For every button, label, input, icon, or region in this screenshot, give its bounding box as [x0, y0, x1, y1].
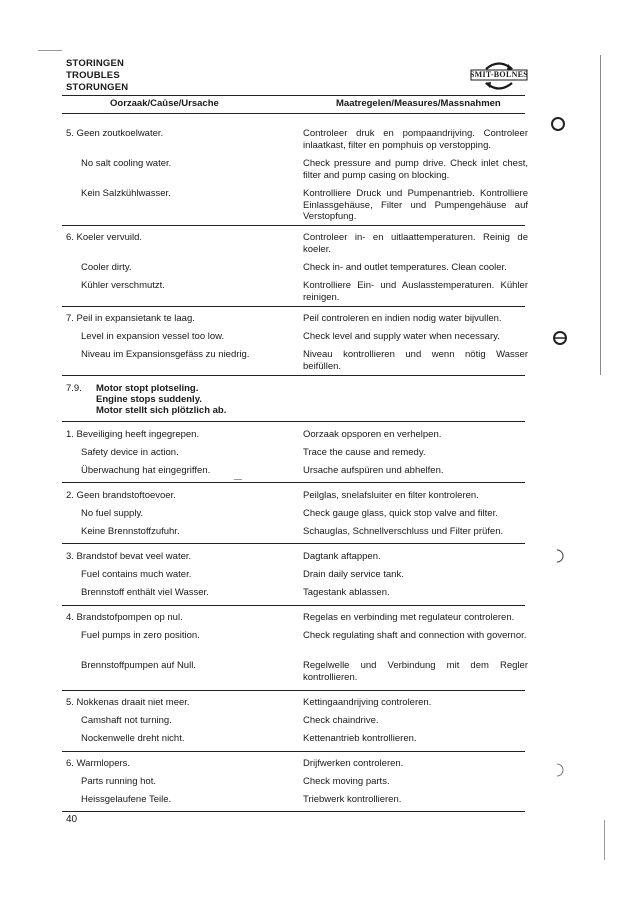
cause-b3-nl: 3. Brandstof bevat veel water.	[66, 551, 192, 562]
section-title-nl: Motor stopt plotseling.	[96, 383, 199, 394]
cause-b4-de: Brennstoffpumpen auf Null.	[81, 660, 196, 671]
measure-a6-de: Kontrolliere Ein- und Auslasstemperaturen. Kühler reinigen.	[303, 280, 528, 303]
scan-edge-line	[600, 55, 601, 375]
measure-b2-nl: Peilglas, snelafsluiter en filter kontroleren.	[303, 490, 479, 501]
measure-a5-de: Kontrolliere Druck und Pumpenantrieb. Kontrolliere Einlassgehäuse, Filter und Pumpengehäuse auf Verstopfung.	[303, 188, 528, 222]
cause-a5-en: No salt cooling water.	[81, 158, 172, 169]
cause-b1-de: Überwachung hat eingegriffen.	[81, 465, 211, 476]
column-header-cause: Oorzaak/Caûse/Ursache	[110, 98, 219, 109]
page-number: 40	[66, 814, 78, 825]
section-number: 7.9.	[66, 383, 82, 394]
cause-b4-en: Fuel pumps in zero position.	[81, 630, 200, 641]
measure-b4-en: Check regulating shaft and connection with governor.	[303, 630, 527, 641]
row-divider	[62, 690, 525, 691]
measure-b5-nl: Kettingaandrijving controleren.	[303, 697, 432, 708]
logo-text: SMIT-BOLNES	[469, 70, 529, 79]
measure-a7-en: Check level and supply water when necessary.	[303, 331, 500, 342]
row-divider	[62, 751, 525, 752]
measure-b6-nl: Drijfwerken controleren.	[303, 758, 404, 769]
binder-hole-icon	[552, 330, 568, 346]
page-header	[66, 58, 128, 94]
measure-b5-en: Check chaindrive.	[303, 715, 379, 726]
cause-a6-en: Cooler dirty.	[81, 262, 132, 273]
measure-a5-en: Check pressure and pump drive. Check inlet chest, filter and pump casing on blocking.	[303, 158, 528, 181]
row-divider	[62, 482, 525, 483]
binder-hole-icon	[552, 762, 568, 778]
measure-a7-de: Niveau kontrollieren und wenn nötig Wasser beifüllen.	[303, 349, 528, 372]
cause-b6-de: Heissgelaufene Teile.	[81, 794, 172, 805]
measure-b3-nl: Dagtank aftappen.	[303, 551, 381, 562]
cause-a6-de: Kühler verschmutzt.	[81, 280, 165, 291]
cause-b2-nl: 2. Geen brandstoftoevoer.	[66, 490, 176, 501]
measure-b6-de: Triebwerk kontrollieren.	[303, 794, 402, 805]
cause-b5-de: Nockenwelle dreht nicht.	[81, 733, 185, 744]
measure-b1-nl: Oorzaak opsporen en verhelpen.	[303, 429, 442, 440]
section-title-en: Engine stops suddenly.	[96, 394, 202, 405]
column-header-measures: Maatregelen/Measures/Massnahmen	[336, 98, 501, 109]
header-line-en: TROUBLES	[66, 70, 120, 81]
binder-hole-icon	[550, 116, 566, 132]
cause-b2-en: No fuel supply.	[81, 508, 144, 519]
cause-b6-en: Parts running hot.	[81, 776, 156, 787]
measure-a5-nl: Controleer druk en pompaandrijving. Controleer inlaatkast, filter en pomphuis op verstopping.	[303, 128, 528, 151]
cause-a5-nl: 5. Geen zoutkoelwater.	[66, 128, 164, 139]
cause-b5-nl: 5. Nokkenas draait niet meer.	[66, 697, 190, 708]
measure-a7-nl: Peil controleren en indien nodig water bijvullen.	[303, 313, 502, 324]
measure-b2-de: Schauglas, Schnellverschluss und Filter prüfen.	[303, 526, 504, 537]
cause-a7-nl: 7. Peil in expansietank te laag.	[66, 313, 195, 324]
measure-b1-en: Trace the cause and remedy.	[303, 447, 426, 458]
row-divider	[62, 306, 525, 307]
section-divider	[62, 375, 525, 376]
section-divider	[62, 421, 525, 422]
header-line-de: STORUNGEN	[66, 82, 129, 93]
cause-a6-nl: 6. Koeler vervuild.	[66, 232, 143, 243]
cause-a5-de: Kein Salzkühlwasser.	[81, 188, 171, 199]
cause-b2-de: Keine Brennstoffzufuhr.	[81, 526, 180, 537]
measure-b2-en: Check gauge glass, quick stop valve and filter.	[303, 508, 498, 519]
binder-hole-icon	[552, 548, 568, 564]
cause-b1-nl: 1. Beveiliging heeft ingegrepen.	[66, 429, 200, 440]
cause-b3-de: Brennstoff enthält viel Wasser.	[81, 587, 209, 598]
cause-a7-de: Niveau im Expansionsgefäss zu niedrig.	[81, 349, 250, 360]
measure-b4-de: Regelwelle und Verbindung mit dem Regler kontrollieren.	[303, 660, 528, 683]
scan-edge-line	[604, 820, 605, 860]
scan-speck	[234, 479, 242, 480]
measure-a6-en: Check in- and outlet temperatures. Clean cooler.	[303, 262, 507, 273]
scan-edge-line	[38, 50, 62, 51]
section-title-de: Motor stellt sich plötzlich ab.	[96, 405, 227, 416]
header-line-nl: STORINGEN	[66, 58, 125, 69]
row-divider	[62, 605, 525, 606]
measure-b5-de: Kettenantrieb kontrollieren.	[303, 733, 417, 744]
measure-a6-nl: Controleer in- en uitlaattemperaturen. Reinig de koeler.	[303, 232, 528, 255]
measure-b1-de: Ursache aufspüren und abhelfen.	[303, 465, 444, 476]
page-bottom-rule	[62, 811, 525, 812]
cause-b6-nl: 6. Warmlopers.	[66, 758, 131, 769]
measure-b3-de: Tagestank ablassen.	[303, 587, 390, 598]
measure-b3-en: Drain daily service tank.	[303, 569, 404, 580]
cause-b4-nl: 4. Brandstofpompen op nul.	[66, 612, 183, 623]
cause-b1-en: Safety device in action.	[81, 447, 179, 458]
cause-a7-en: Level in expansion vessel too low.	[81, 331, 225, 342]
header-rule-top	[62, 95, 525, 96]
row-divider	[62, 225, 525, 226]
header-rule-bottom	[62, 113, 525, 114]
cause-b5-en: Camshaft not turning.	[81, 715, 172, 726]
row-divider	[62, 543, 525, 544]
cause-b3-en: Fuel contains much water.	[81, 569, 192, 580]
measure-b4-nl: Regelas en verbinding met regulateur controleren.	[303, 612, 515, 623]
smit-bolnes-logo	[468, 56, 530, 98]
measure-b6-en: Check moving parts.	[303, 776, 390, 787]
